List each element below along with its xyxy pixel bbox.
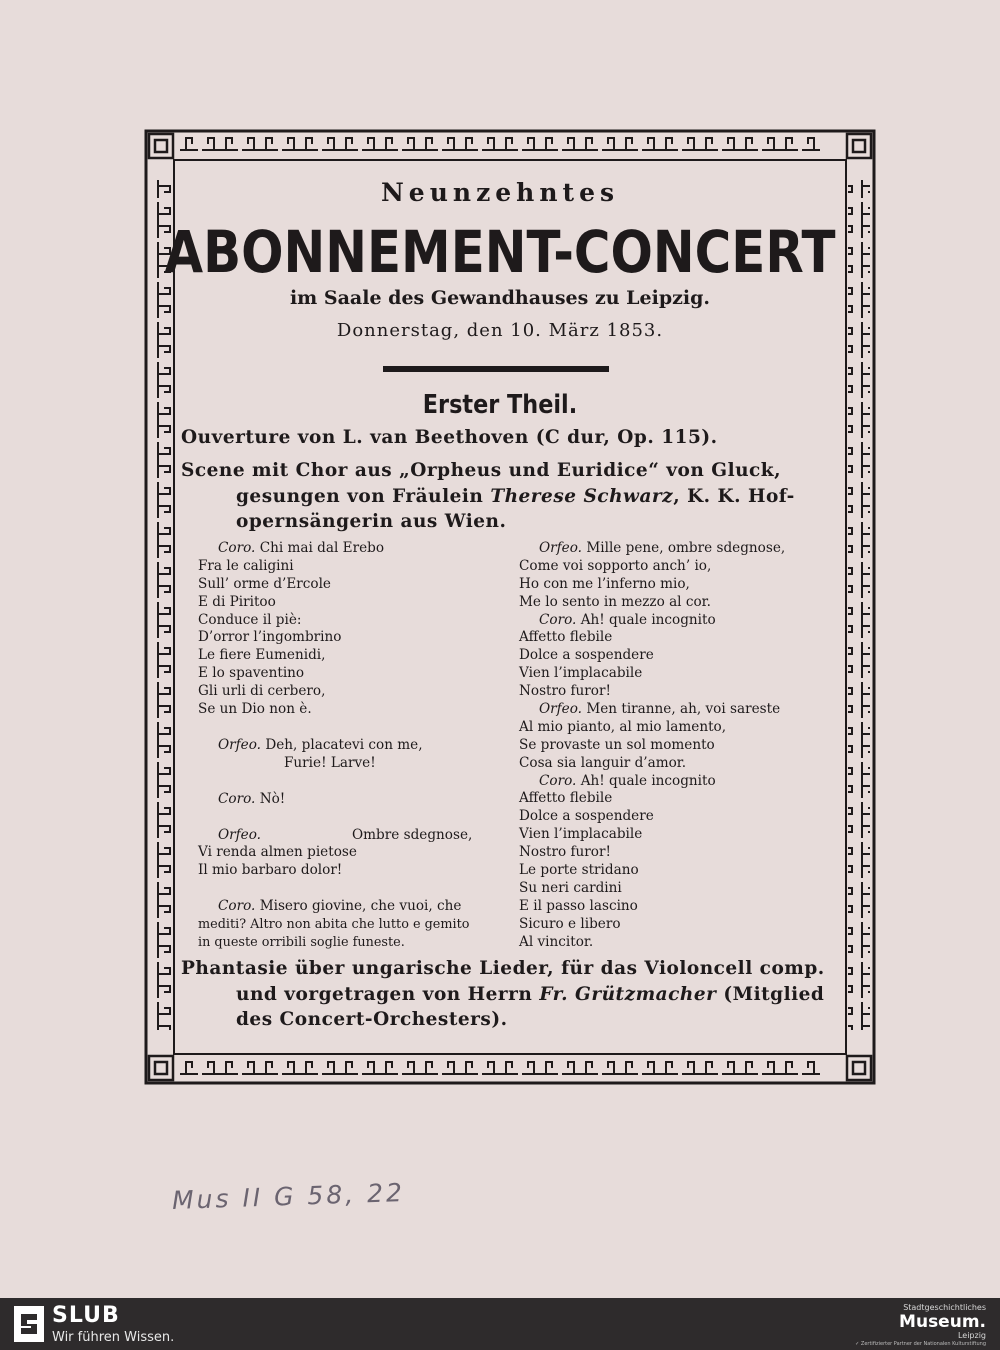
program-item-phantasie-line1: Phantasie über ungarische Lieder, für das Violoncell comp. (181, 958, 825, 979)
lyric-line: Me lo sento in mezzo al cor. (519, 593, 711, 610)
role-label: Orfeo. (218, 826, 261, 843)
divider-rule (383, 366, 609, 372)
lyric-line: Men tiranne, ah, voi sareste (586, 701, 781, 718)
lyric-line: E lo spaventino (198, 665, 305, 682)
museum-label-small: Stadtgeschichtliches (903, 1303, 986, 1312)
lyric-line: Fra le caligini (198, 557, 294, 574)
lyric-line: Sull’ orme d’Ercole (198, 575, 331, 592)
role-label: Coro. (218, 898, 256, 915)
phantasie-performer-prefix: und vorgetragen von Herrn (236, 984, 540, 1005)
museum-partner-note: ✓ Zertifizierter Partner der Nationalen Kulturstiftung (855, 1341, 986, 1347)
lyric-line: Gli urli di cerbero, (198, 683, 326, 700)
poster-title: ABONNEMENT-CONCERT (164, 218, 836, 286)
lyric-line: Nò! (259, 790, 286, 807)
slub-wordmark: SLUB (52, 1303, 120, 1328)
phantasie-performer-suffix: (Mitglied (716, 984, 825, 1005)
lyric-line: Ho con me l’inferno mio, (519, 575, 690, 592)
lyric-line: mediti? Altro non abita che lutto e gemito (198, 917, 470, 933)
lyric-line: Ah! quale incognito (580, 611, 716, 628)
lyric-line: Il mio barbaro dolor! (198, 862, 343, 879)
lyric-line: Vi renda almen pietose (198, 844, 357, 861)
lyric-line: Furie! Larve! (284, 754, 376, 771)
museum-wordmark: Museum. (899, 1312, 986, 1332)
role-label: Orfeo. (218, 736, 261, 753)
program-item-phantasie-line2 (236, 984, 824, 1005)
lyric-line: Sicuro e libero (519, 915, 621, 932)
role-label: Coro. (539, 772, 577, 789)
lyric-line: Nostro furor! (519, 683, 611, 700)
concert-date: Donnerstag, den 10. März 1853. (336, 320, 664, 341)
lyric-line: Affetto flebile (519, 629, 613, 646)
lyric-line: in queste orribili soglie funeste. (198, 935, 405, 951)
lyric-line: Su neri cardini (519, 879, 622, 896)
lyric-line: Al mio pianto, al mio lamento, (519, 718, 727, 735)
performer-name: Fr. Grützmacher (539, 984, 717, 1005)
lyric-line: Vien l’implacabile (519, 665, 643, 682)
venue: im Saale des Gewandhauses zu Leipzig. (289, 287, 711, 309)
lyric-line: Conduce il piè: (198, 611, 302, 628)
scene-performer-suffix: , K. K. Hof- (673, 486, 795, 507)
museum-city: Leipzig (957, 1331, 986, 1340)
lyric-line: D’orror l’ingombrino (198, 629, 342, 646)
program-item-phantasie-line3: des Concert-Orchesters). (236, 1009, 508, 1030)
lyric-line: Ah! quale incognito (580, 772, 716, 789)
role-label: Coro. (218, 540, 256, 556)
lyric-line: Deh, placatevi con me, (265, 736, 423, 753)
lyric-line: Affetto flebile (519, 790, 613, 807)
lyric-line: Se un Dio non è. (198, 701, 312, 718)
lyric-line: Dolce a sospendere (519, 647, 654, 664)
lyric-line: Ombre sdegnose, (352, 826, 473, 843)
lyric-line: Vien l’implacabile (519, 826, 643, 843)
role-label: Orfeo. (539, 701, 582, 718)
lyric-line: Se provaste un sol momento (519, 736, 715, 753)
lyric-line: Al vincitor. (519, 933, 594, 950)
lyric-line: Misero giovine, che vuoi, che (259, 898, 462, 915)
lyric-line: Mille pene, ombre sdegnose, (586, 540, 786, 556)
handwritten-shelfmark: Mus II G 58, 22 (171, 1177, 406, 1216)
lyric-line: Chi mai dal Erebo (259, 540, 385, 556)
role-label: Coro. (218, 790, 256, 807)
program-item-scene-line3: opernsängerin aus Wien. (236, 511, 507, 532)
scene-performer-prefix: gesungen von Fräulein (236, 486, 491, 507)
performer-name: Therese Schwarz (490, 486, 674, 507)
concert-number: Neunzehntes (380, 178, 620, 207)
lyric-line: Cosa sia languir d’amor. (519, 754, 687, 771)
lyrics-right-column (519, 540, 785, 951)
lyric-line: Le fiere Eumenidi, (198, 647, 326, 664)
lyric-line: Le porte stridano (519, 862, 639, 879)
part-heading: Erster Theil. (422, 390, 578, 420)
program-item-scene-line1: Scene mit Chor aus „Orpheus und Euridice“ von Gluck, (181, 460, 782, 481)
role-label: Coro. (539, 611, 577, 628)
slub-tagline: Wir führen Wissen. (52, 1330, 175, 1345)
program-item-scene-line2 (236, 486, 795, 507)
program-item-overture: Ouverture von L. van Beethoven (C dur, Op. 115). (181, 427, 718, 448)
lyric-line: Nostro furor! (519, 844, 611, 861)
lyrics-left-column (198, 540, 473, 952)
lyric-line: E di Piritoo (198, 593, 276, 610)
lyric-line: E il passo lascino (519, 897, 638, 914)
role-label: Orfeo. (539, 540, 582, 556)
lyric-line: Dolce a sospendere (519, 808, 654, 825)
slub-logo-icon (14, 1306, 44, 1342)
lyric-line: Come voi sopporto anch’ io, (519, 557, 712, 574)
